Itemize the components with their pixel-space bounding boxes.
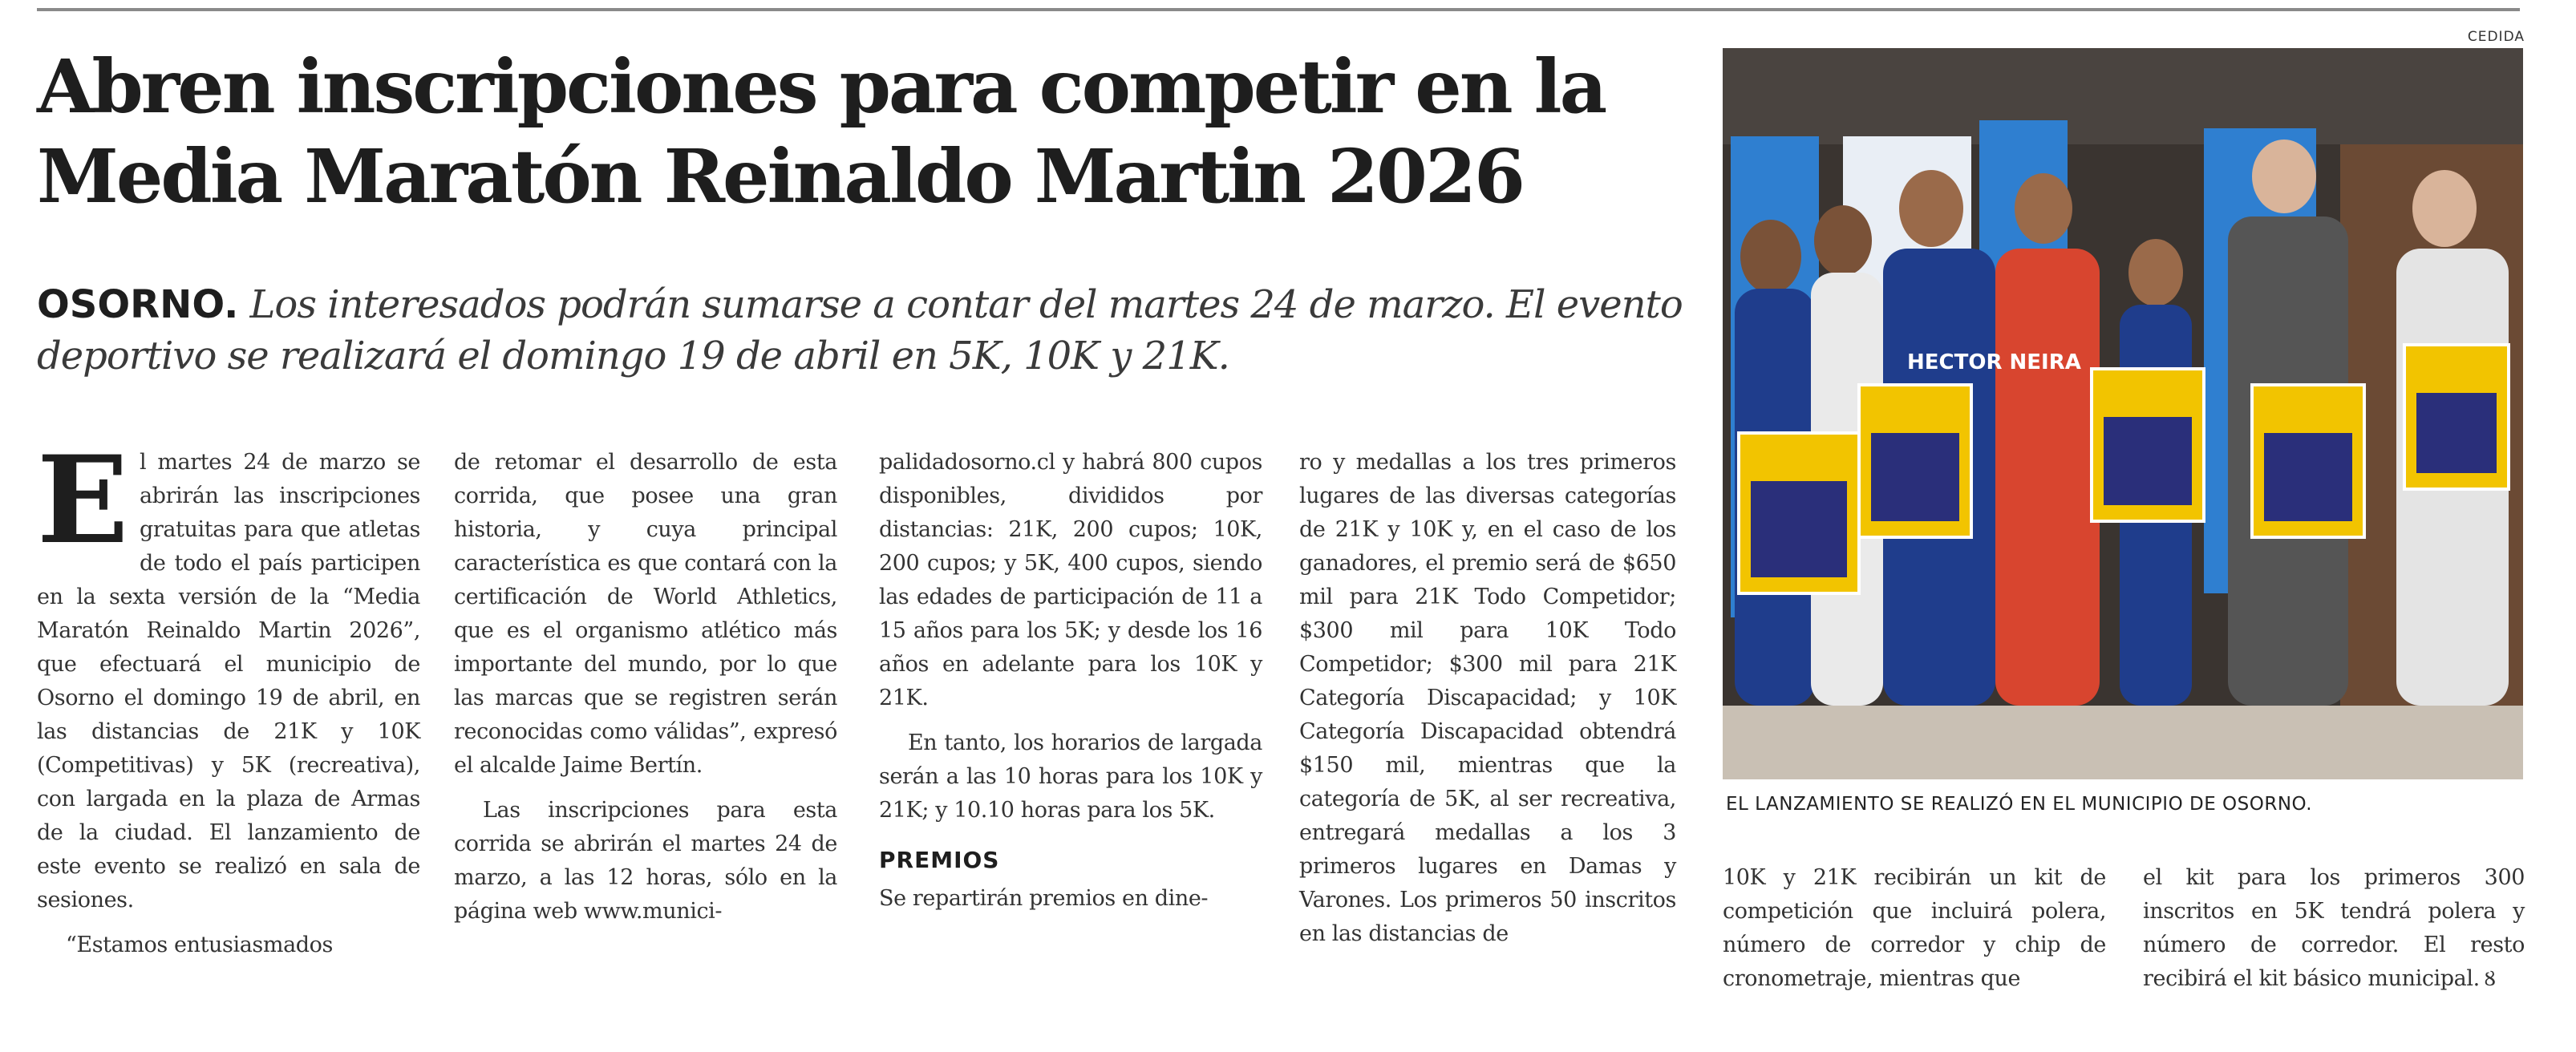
lead-text: Los interesados podrán sumarse a contar del martes 24 de marzo. El evento deportivo se realizará el domingo 19 de abril en 5K, 10K y 21K. — [37, 282, 1683, 378]
article-column-4 — [1299, 446, 1676, 962]
body-paragraph-4: En tanto, los horarios de largada serán a las 10 horas para los 10K y 21K; y 10.10 horas para los 5K. — [879, 730, 1262, 823]
article-column-1 — [37, 430, 420, 973]
body-paragraph-5-cont-2: 10K y 21K recibirán un kit de competición que incluirá polera, número de corredor y chip de cronometraje, mientras que — [1723, 865, 2106, 991]
body-paragraph-1: l martes 24 de marzo se abrirán las inscripciones gratuitas para que atletas de todo el país participen en la sexta versión de la “Media Maratón Reinaldo Martin 2026”, que efectuará el municipio de Osorno el domingo 19 de abril, en las distancias de 21K y 10K (Competitivas) y 5K (recreativa), con largada en la plaza de Armas de la ciudad. El lanzamiento de este evento se realizó en sala de sesiones. — [37, 450, 420, 912]
article-column-5 — [1723, 861, 2106, 1007]
photo-caption: EL LANZAMIENTO SE REALIZÓ EN EL MUNICIPIO DE OSORNO. — [1726, 794, 2313, 815]
shirt-text-left: HECTOR NEIRA — [1907, 350, 2081, 374]
lead-paragraph — [37, 279, 1689, 382]
photo-credit: CEDIDA — [2467, 29, 2525, 45]
headline: Abren inscripciones para competir en la Media Maratón Reinaldo Martin 2026 — [37, 43, 1606, 220]
article-column-3 — [879, 446, 1262, 927]
drop-cap: E — [37, 430, 128, 571]
event-photo — [1723, 48, 2523, 779]
body-paragraph-3-cont: palidadosorno.cl y habrá 800 cupos disponibles, divididos por distancias: 21K, 200 cupos; 10K, 200 cupos; y 5K, 400 cupos, siendo las edades de participación de 11 a 15 años para los 5K; y desde los 16 años en adelante para los 10K y 21K. — [879, 450, 1262, 710]
body-paragraph-5-cont: ro y medallas a los tres primeros lugares de las diversas categorías de 21K y 10K y, en el caso de los ganadores, el premio será de $650 mil para 21K Todo Competidor; $300 mil para 10K Todo Competidor; $300 mil para 21K Categoría Discapacidad; y 10K Categoría Discapacidad obtendrá $150 mil, mientras que la categoría de 5K, al ser recreativa, entregará medallas a los 3 primeros lugares en Damas y Varones. Los primeros 50 inscritos en las distancias de — [1299, 450, 1676, 946]
body-paragraph-5-end: el kit para los primeros 300 inscritos en 5K tendrá polera y número de corredor. El resto recibirá el kit básico municipal. — [2143, 865, 2525, 991]
article-column-6 — [2143, 861, 2525, 1007]
top-rule — [37, 8, 2520, 11]
subhead-premios: PREMIOS — [879, 847, 1000, 873]
body-paragraph-2-start: “Estamos entusiasmados — [66, 933, 333, 957]
end-mark-icon: Ȣ — [2484, 968, 2496, 990]
body-paragraph-5-start: Se repartirán premios en dine- — [879, 886, 1209, 911]
body-paragraph-3-start: Las inscripciones para esta corrida se abrirán el martes 24 de marzo, a las 12 horas, sólo en la página web www.munici- — [454, 798, 837, 924]
body-paragraph-2-cont: de retomar el desarrollo de esta corrida, que posee una gran historia, y cuya principal característica es que contará con la certificación de World Athletics, que es el organismo atlético más importante del mundo, por lo que las marcas que se registren serán reconocidas como válidas”, expresó el alcalde Jaime Bertín. — [454, 450, 837, 778]
lead-dateline: OSORNO. — [37, 282, 239, 327]
article-column-2 — [454, 446, 837, 940]
